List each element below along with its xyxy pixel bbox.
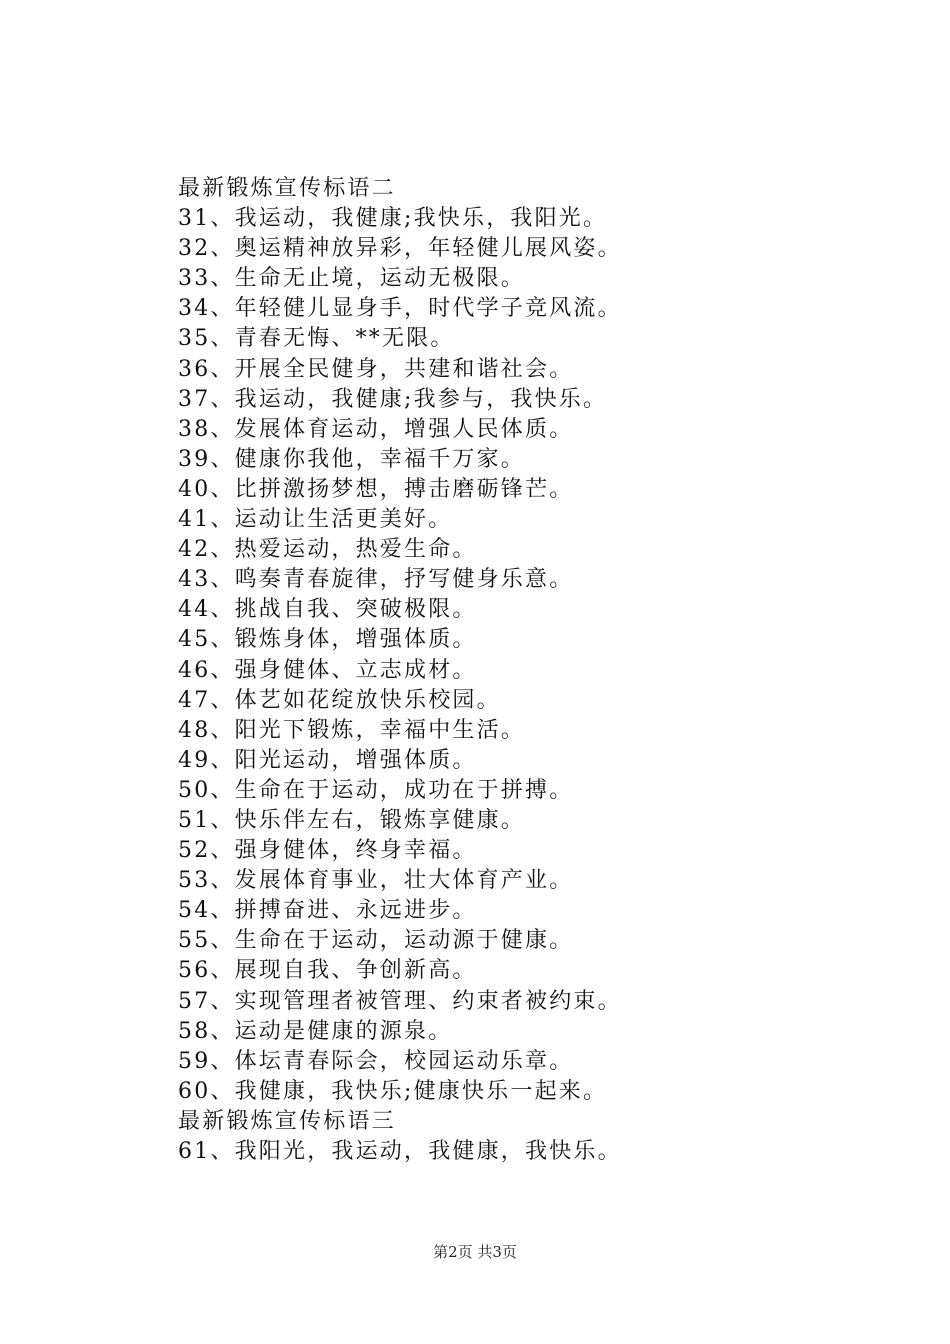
section-heading: 最新锻炼宣传标语二 — [178, 176, 396, 201]
slogan-line: 52、强身健体，终身幸福。 — [178, 838, 477, 864]
slogan-line: 51、快乐伴左右，锻炼享健康。 — [178, 807, 525, 833]
slogan-line: 60、我健康，我快乐;健康快乐一起来。 — [178, 1078, 608, 1104]
document-body — [178, 174, 918, 1167]
slogan-line: 48、阳光下锻炼，幸福中生活。 — [178, 717, 525, 743]
slogan-line: 55、生命在于运动，运动源于健康。 — [178, 928, 574, 954]
slogan-line: 41、运动让生活更美好。 — [178, 507, 453, 533]
slogan-line: 61、我阳光，我运动，我健康，我快乐。 — [178, 1139, 622, 1164]
slogan-line: 36、开展全民健身，共建和谐社会。 — [178, 356, 574, 382]
slogan-line: 35、青春无悔、**无限。 — [178, 326, 455, 352]
slogan-line: 40、比拼激扬梦想，搏击磨砺锋芒。 — [178, 476, 574, 502]
slogan-line: 50、生命在于运动，成功在于拼搏。 — [178, 777, 574, 803]
slogan-line: 46、强身健体、立志成材。 — [178, 657, 477, 683]
slogan-line: 42、热爱运动，热爱生命。 — [178, 537, 477, 563]
slogan-line: 32、奥运精神放异彩，年轻健儿展风姿。 — [178, 236, 622, 262]
slogan-line: 43、鸣奏青春旋律，抒写健身乐意。 — [178, 567, 574, 593]
slogan-line: 38、发展体育运动，增强人民体质。 — [178, 416, 574, 442]
page-footer: 第2页 共3页 — [433, 1243, 517, 1261]
slogan-line: 44、挑战自我、突破极限。 — [178, 597, 477, 623]
slogan-line: 33、生命无止境，运动无极限。 — [178, 266, 525, 292]
section-heading: 最新锻炼宣传标语三 — [178, 1108, 396, 1134]
slogan-line: 53、发展体育事业，壮大体育产业。 — [178, 868, 574, 894]
slogan-line: 49、阳光运动，增强体质。 — [178, 747, 477, 773]
slogan-line: 57、实现管理者被管理、约束者被约束。 — [178, 988, 622, 1014]
slogan-line: 45、锻炼身体，增强体质。 — [178, 627, 477, 653]
slogan-line: 56、展现自我、争创新高。 — [178, 958, 477, 984]
slogan-line: 47、体艺如花绽放快乐校园。 — [178, 687, 501, 713]
slogan-line: 34、年轻健儿显身手，时代学子竞风流。 — [178, 296, 622, 322]
slogan-line: 59、体坛青春际会，校园运动乐章。 — [178, 1048, 574, 1074]
slogan-line: 31、我运动，我健康;我快乐，我阳光。 — [178, 206, 608, 232]
slogan-line: 37、我运动，我健康;我参与，我快乐。 — [178, 386, 608, 412]
slogan-line: 54、拼搏奋进、永远进步。 — [178, 898, 477, 924]
slogan-line: 58、运动是健康的源泉。 — [178, 1018, 453, 1044]
slogan-line: 39、健康你我他，幸福千万家。 — [178, 446, 525, 472]
